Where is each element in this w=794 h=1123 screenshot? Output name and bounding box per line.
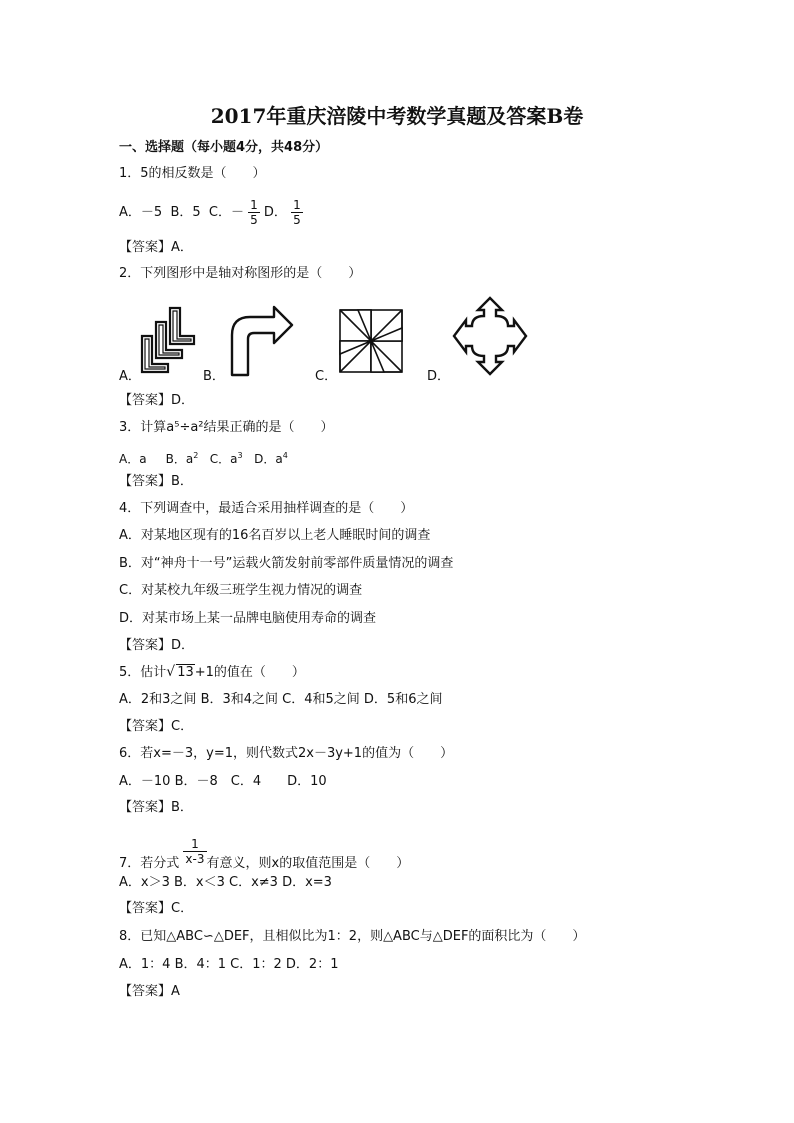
fraction-denominator: 5 xyxy=(250,213,258,227)
curved-arrow-icon xyxy=(228,305,296,377)
question-5-answer: 【答案】C． xyxy=(119,719,194,734)
q5-stem-prefix: 5．估计 xyxy=(119,665,167,680)
q5-radicand: 13 xyxy=(177,665,194,680)
stacked-l-shapes-icon xyxy=(138,306,196,376)
q2-label-b: B． xyxy=(203,369,225,384)
question-6-options: A．－10 B．－8 C．4 D．10 xyxy=(119,774,327,789)
question-7-answer: 【答案】C． xyxy=(119,901,194,916)
question-6-stem: 6．若x=－3，y=1，则代数式2x－3y+1的值为（ ） xyxy=(119,746,454,761)
question-8-answer: 【答案】A xyxy=(119,984,180,999)
q1-option-d-fraction xyxy=(291,198,303,227)
fraction-denominator: 5 xyxy=(293,213,301,227)
page-title: 2017年重庆涪陵中考数学真题及答案B卷 xyxy=(210,104,584,128)
question-3-stem: 3．计算a⁵÷a²结果正确的是（ ） xyxy=(119,420,334,435)
question-2-stem: 2．下列图形中是轴对称图形的是（ ） xyxy=(119,266,362,281)
question-2-answer: 【答案】D． xyxy=(119,393,195,408)
q2-label-d: D． xyxy=(427,369,451,384)
question-1-answer: 【答案】A． xyxy=(119,240,193,255)
fraction-numerator: 1 xyxy=(183,837,206,852)
q2-label-a: A． xyxy=(119,369,141,384)
q3-option-c: C．$a^3$ xyxy=(209,451,243,466)
question-3-answer: 【答案】B． xyxy=(119,474,193,489)
q1-option-d-prefix: D． xyxy=(263,205,287,220)
q1-option-b: B．5 xyxy=(170,205,201,220)
question-5-options: A．2和3之间 B．3和4之间 C．4和5之间 D．5和6之间 xyxy=(119,692,443,707)
question-5-stem: 5．估计√ 13+1的值在（ ） xyxy=(119,664,305,680)
q7-stem-suffix: 有意义，则x的取值范围是（ ） xyxy=(206,856,410,871)
q5-stem-suffix: +1的值在（ ） xyxy=(194,665,305,680)
question-4-answer: 【答案】D． xyxy=(119,638,195,653)
question-7-stem xyxy=(119,837,410,878)
q4-option-a: A．对某地区现有的16名百岁以上老人睡眠时间的调查 xyxy=(119,528,431,543)
question-6-answer: 【答案】B． xyxy=(119,800,193,815)
q4-option-c: C．对某校九年级三班学生视力情况的调查 xyxy=(119,583,363,598)
question-4-stem: 4．下列调查中，最适合采用抽样调查的是（ ） xyxy=(119,501,414,516)
q4-option-d: D．对某市场上某一品牌电脑使用寿命的调查 xyxy=(119,611,377,626)
q3-option-d: D．$a^4$ xyxy=(254,451,288,466)
q1-option-a: A．－5 xyxy=(119,205,163,220)
question-3-options xyxy=(119,448,288,467)
section-heading: 一、选择题（每小题4分，共48分） xyxy=(119,140,329,155)
q4-option-b: B．对“神舟十一号”运载火箭发射前零部件质量情况的调查 xyxy=(119,556,454,571)
fraction-denominator: x-3 xyxy=(185,852,205,866)
q7-fraction xyxy=(183,837,206,866)
question-8-stem: 8．已知△ABC∽△DEF，且相似比为1：2，则△ABC与△DEF的面积比为（ ） xyxy=(119,929,586,944)
question-1-options xyxy=(119,198,303,227)
q1-option-c-fraction xyxy=(248,198,260,227)
q3-option-a: A．a xyxy=(119,452,147,466)
pinwheel-icon xyxy=(338,308,404,374)
fraction-numerator: 1 xyxy=(293,198,301,212)
q1-option-c-prefix: C．－ xyxy=(208,205,244,220)
q7-stem-prefix: 7．若分式 xyxy=(119,856,180,871)
four-arrow-cross-icon xyxy=(452,296,528,376)
question-7-options: A．x＞3 B．x＜3 C．x≠3 D．x=3 xyxy=(119,875,332,890)
q3-option-b: B．$a^2$ xyxy=(165,451,199,466)
fraction-numerator: 1 xyxy=(250,198,258,212)
question-1-stem: 1．5的相反数是（ ） xyxy=(119,166,266,181)
question-8-options: A．1：4 B．4：1 C．1：2 D．2：1 xyxy=(119,957,339,972)
q2-label-c: C． xyxy=(315,369,338,384)
